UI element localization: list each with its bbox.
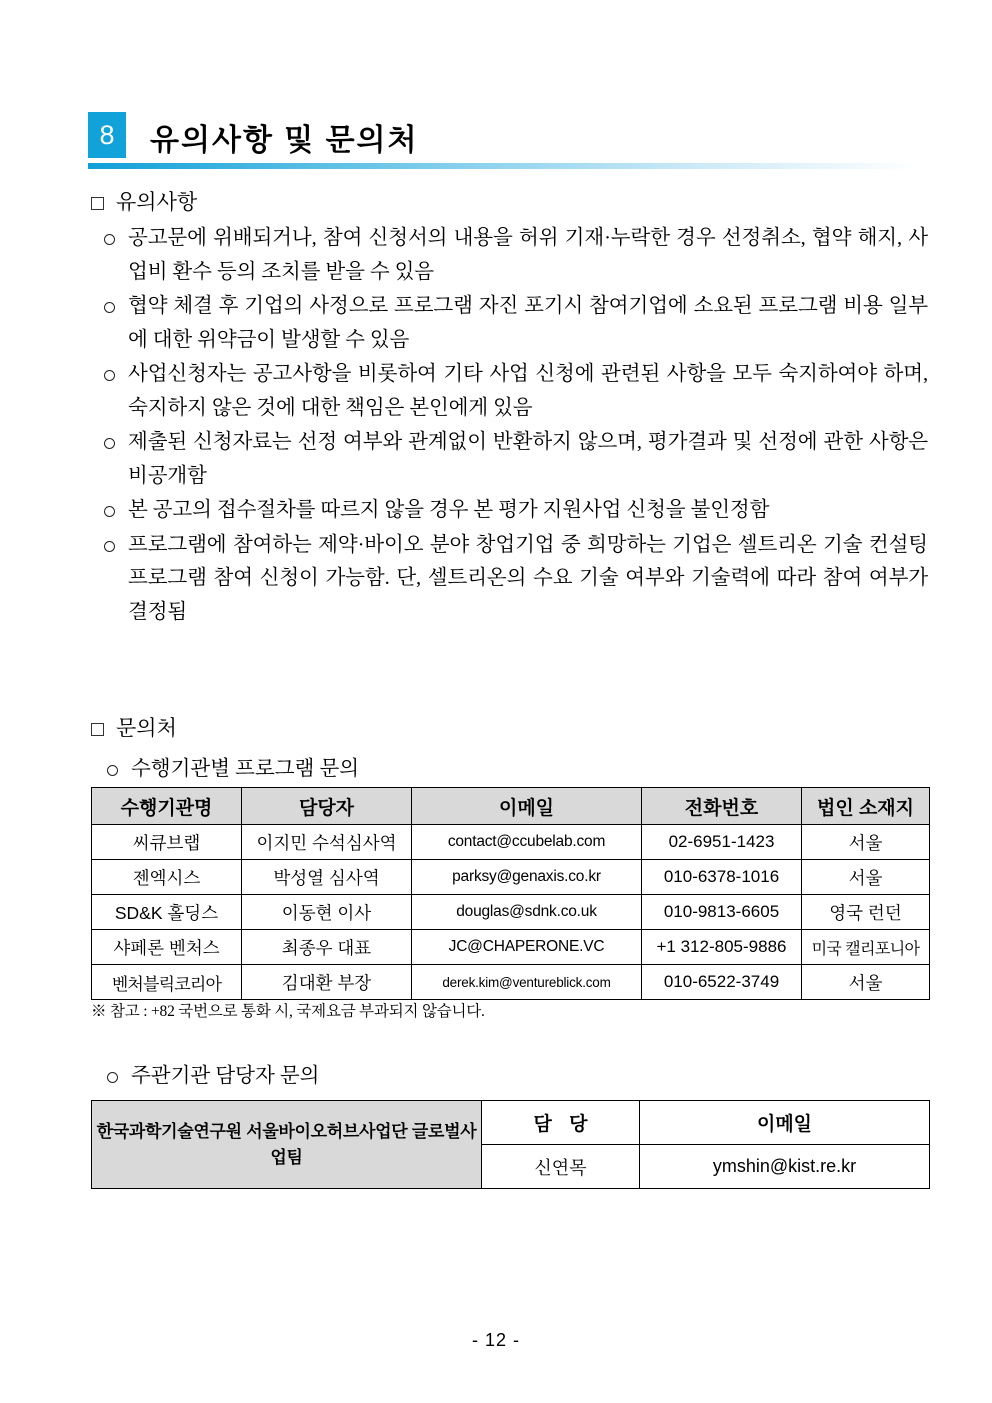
program-contact-subheading-label: 수행기관별 프로그램 문의: [131, 758, 360, 780]
column-header-org: 수행기관명: [92, 788, 242, 825]
program-contact-subheading: [107, 759, 359, 780]
list-item: [104, 426, 928, 493]
column-header-person: 담 당: [482, 1101, 640, 1145]
square-bullet-icon: [91, 723, 104, 736]
list-item: [104, 222, 928, 289]
cell-person: 최종우 대표: [242, 930, 412, 965]
contact-table: [91, 787, 930, 1000]
column-header-person: 담당자: [242, 788, 412, 825]
section-header: [88, 112, 918, 158]
cell-org: 샤페론 벤처스: [92, 930, 242, 965]
circle-bullet-icon: [107, 765, 118, 776]
cell-location: 서울: [802, 965, 930, 1000]
list-item-text: 제출된 신청자료는 선정 여부와 관계없이 반환하지 않으며, 평가결과 및 선정에 관한 사항은 비공개함: [128, 431, 928, 487]
cell-org: 씨큐브랩: [92, 825, 242, 860]
column-header-email: 이메일: [640, 1101, 930, 1145]
contact-heading: [91, 718, 177, 739]
column-header-email: 이메일: [412, 788, 642, 825]
cell-location: 영국 런던: [802, 895, 930, 930]
cell-email: JC@CHAPERONE.VC: [412, 930, 642, 965]
cell-org: SD&K 홀딩스: [92, 895, 242, 930]
list-item-text: 사업신청자는 공고사항을 비롯하여 기타 사업 신청에 관련된 사항을 모두 숙지하여야 하며, 숙지하지 않은 것에 대한 책임은 본인에게 있음: [128, 363, 928, 419]
cell-location: 미국 캘리포니아: [802, 930, 930, 965]
notices-heading-label: 유의사항: [116, 190, 198, 214]
cell-email: contact@ccubelab.com: [412, 825, 642, 860]
cell-phone: 010-6522-3749: [642, 965, 802, 1000]
list-item-text: 협약 체결 후 기업의 사정으로 프로그램 자진 포기시 참여기업에 소요된 프로그램 비용 일부에 대한 위약금이 발생할 수 있음: [128, 295, 928, 351]
list-item-text: 공고문에 위배되거나, 참여 신청서의 내용을 허위 기재·누락한 경우 선정취소, 협약 해지, 사업비 환수 등의 조치를 받을 수 있음: [128, 227, 928, 283]
cell-phone: +1 312-805-9886: [642, 930, 802, 965]
cell-phone: 02-6951-1423: [642, 825, 802, 860]
page-title: 유의사항 및 문의처: [150, 123, 419, 157]
column-header-location: 법인 소재지: [802, 788, 930, 825]
cell-phone: 010-6378-1016: [642, 860, 802, 895]
cell-org: 벤처블릭코리아: [92, 965, 242, 1000]
cell-location: 서울: [802, 825, 930, 860]
circle-bullet-icon: [104, 370, 115, 381]
page-number: - 12 -: [471, 1330, 520, 1350]
table-footnote: ※ 참고 : +82 국번으로 통화 시, 국제요금 부과되지 않습니다.: [91, 1003, 485, 1020]
table-header-row: [92, 788, 930, 825]
host-organization-table: [91, 1100, 930, 1189]
circle-bullet-icon: [104, 234, 115, 245]
cell-host-org: 한국과학기술연구원 서울바이오허브사업단 글로벌사업팀: [92, 1101, 482, 1189]
cell-host-email: ymshin@kist.re.kr: [640, 1145, 930, 1189]
list-item-text: 본 공고의 접수절차를 따르지 않을 경우 본 평가 지원사업 신청을 불인정함: [128, 499, 770, 521]
list-item: [104, 494, 928, 528]
list-item: [104, 358, 928, 425]
notices-list: [104, 222, 928, 630]
circle-bullet-icon: [107, 1072, 118, 1083]
cell-host-person: 신연목: [482, 1145, 640, 1189]
cell-person: 이동현 이사: [242, 895, 412, 930]
cell-person: 김대환 부장: [242, 965, 412, 1000]
circle-bullet-icon: [104, 506, 115, 517]
notices-heading: [91, 192, 197, 213]
header-gradient-rule: [88, 163, 918, 169]
contact-heading-label: 문의처: [116, 716, 177, 740]
cell-email: parksy@genaxis.co.kr: [412, 860, 642, 895]
section-number-badge: 8: [88, 112, 126, 158]
cell-location: 서울: [802, 860, 930, 895]
column-header-phone: 전화번호: [642, 788, 802, 825]
circle-bullet-icon: [104, 438, 115, 449]
cell-email: derek.kim@ventureblick.com: [412, 965, 642, 1000]
circle-bullet-icon: [104, 541, 115, 552]
list-item-text: 프로그램에 참여하는 제약·바이오 분야 창업기업 중 희망하는 기업은 셀트리온 기술 컨설팅 프로그램 참여 신청이 가능함. 단, 셀트리온의 수요 기술 여부와 기술력에 따라 참여 여부가 결정됨: [128, 533, 928, 623]
cell-person: 이지민 수석심사역: [242, 825, 412, 860]
cell-org: 젠엑시스: [92, 860, 242, 895]
table-row: [92, 1101, 930, 1145]
cell-person: 박성열 심사역: [242, 860, 412, 895]
cell-email: douglas@sdnk.co.uk: [412, 895, 642, 930]
table-row: [92, 930, 930, 965]
table-row: [92, 860, 930, 895]
table-row: [92, 825, 930, 860]
host-contact-subheading-label: 주관기관 담당자 문의: [131, 1065, 320, 1087]
table-row: [92, 965, 930, 1000]
square-bullet-icon: [91, 197, 104, 210]
list-item: [104, 529, 928, 630]
host-contact-subheading: [107, 1066, 319, 1087]
list-item: [104, 290, 928, 357]
circle-bullet-icon: [104, 302, 115, 313]
table-row: [92, 895, 930, 930]
cell-phone: 010-9813-6605: [642, 895, 802, 930]
